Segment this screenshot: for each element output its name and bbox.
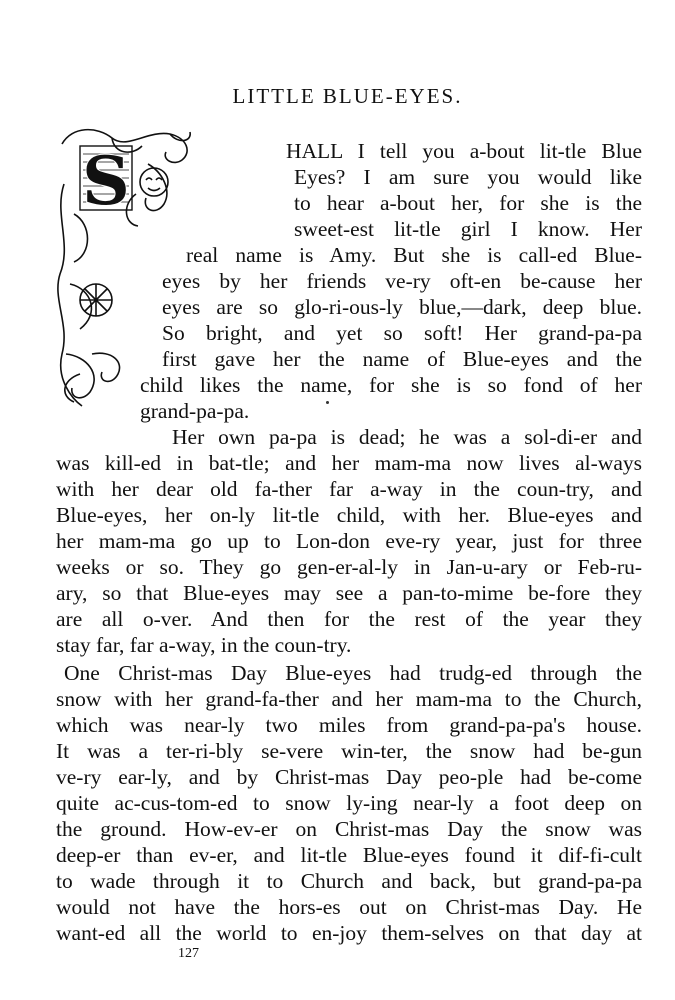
text-line: ve-ry ear-ly, and by Christ-mas Day peo-ple had be-come: [56, 765, 642, 789]
text-line: sweet-est lit-tle girl I know. Her: [294, 217, 642, 241]
chapter-title: LITTLE BLUE-EYES.: [232, 84, 463, 108]
text-line: her mam-ma go up to Lon-don eve-ry year, just for three: [56, 529, 642, 553]
text-line: It was a ter-ri-bly se-vere win-ter, the snow had be-gun: [56, 739, 642, 763]
text-line: Eyes? I am sure you would like: [294, 165, 642, 189]
text-line: snow with her grand-fa-ther and her mam-ma to the Church,: [56, 687, 642, 711]
text-line: with her dear old fa-ther far a-way in the coun-try, and: [56, 477, 642, 501]
text-line: real name is Amy. But she is call-ed Blue-: [186, 243, 642, 267]
text-line: first gave her the name of Blue-eyes and the: [162, 347, 642, 371]
text-line: quite ac-cus-tom-ed to snow ly-ing near-ly a foot deep on: [56, 791, 642, 815]
text-line: to wade through it to Church and back, but grand-pa-pa: [56, 869, 642, 893]
text-line: would not have the hors-es out on Christ-mas Day. He: [56, 895, 642, 919]
text-line: deep-er than ev-er, and lit-tle Blue-eyes found it dif-fi-cult: [56, 843, 642, 867]
text-line: stay far, far a-way, in the coun-try.: [56, 633, 352, 657]
text-line: eyes are so glo-ri-ous-ly blue,—dark, deep blue.: [162, 295, 642, 319]
text-line: HALL I tell you a-bout lit-tle Blue: [286, 139, 642, 163]
text-line: eyes by her friends ve-ry oft-en be-cause her: [162, 269, 642, 293]
stray-mark: [326, 401, 329, 404]
text-line: weeks or so. They go gen-er-al-ly in Jan-u-ary or Feb-ru-: [56, 555, 642, 579]
text-line: to hear a-bout her, for she is the: [294, 191, 642, 215]
drop-cap-letter: S: [82, 142, 130, 220]
text-line: Her own pa-pa is dead; he was a sol-di-er and: [172, 425, 642, 449]
text-line: the ground. How-ev-er on Christ-mas Day the snow was: [56, 817, 642, 841]
text-line: So bright, and yet so soft! Her grand-pa-pa: [162, 321, 642, 345]
text-line: want-ed all the world to en-joy them-selves on that day at: [56, 921, 642, 945]
text-line: which was near-ly two miles from grand-pa-pa's house.: [56, 713, 642, 737]
text-line: ary, so that Blue-eyes may see a pan-to-mime be-fore they: [56, 581, 642, 605]
text-line: One Christ-mas Day Blue-eyes had trudg-ed through the: [64, 661, 642, 685]
text-line: grand-pa-pa.: [140, 399, 250, 423]
text-line: child likes the name, for she is so fond of her: [140, 373, 642, 397]
text-line: was kill-ed in bat-tle; and her mam-ma now lives al-ways: [56, 451, 642, 475]
text-line: Blue-eyes, her on-ly lit-tle child, with her. Blue-eyes and: [56, 503, 642, 527]
page-number: 127: [178, 946, 199, 961]
text-line: are all o-ver. And then for the rest of the year they: [56, 607, 642, 631]
